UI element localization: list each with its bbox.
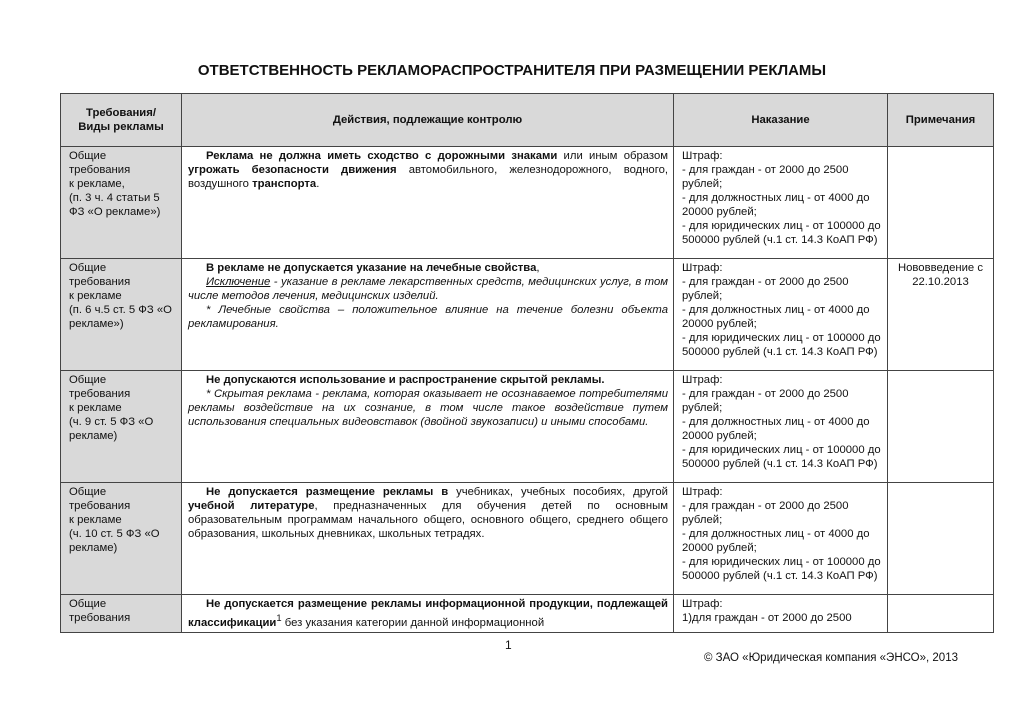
table-row: [61, 595, 994, 633]
bold-text: В рекламе не допускается указание на лечебные свойства: [206, 262, 537, 274]
action-cell: [182, 483, 674, 595]
text: без указания категории данной информационной: [281, 616, 545, 629]
copyright: © ЗАО «Юридическая компания «ЭНСО», 2013: [704, 652, 958, 664]
action-cell: [182, 147, 674, 259]
bold-text: Не допускается размещение рекламы в: [206, 486, 449, 498]
requirement-cell: Общие требования: [61, 595, 182, 633]
penalty-cell: Штраф: 1)для граждан - от 2000 до 2500: [674, 595, 888, 633]
table-row: [61, 371, 994, 483]
table-row: [61, 259, 994, 371]
text: или иным образом: [557, 150, 668, 162]
page-number: 1: [505, 638, 512, 652]
header-requirements: Требования/ Виды рекламы: [61, 94, 182, 147]
note-cell: [888, 483, 994, 595]
text: ,: [536, 262, 540, 274]
bold-text: учебной литературе: [188, 500, 315, 512]
header-actions: Действия, подлежащие контролю: [182, 94, 674, 147]
penalty-cell: Штраф: - для граждан - от 2000 до 2500 рублей; - для должностных лиц - от 4000 до 20000 рублей; - для юридических лиц - от 100000 до 500000 рублей (ч.1 ст. 14.3 КоАП РФ): [674, 371, 888, 483]
text: , предназначенных для обучения детей по основным образовательным программам начального общего, основного общего, среднего общего образования, школьных дневниках, школьных тетрадях.: [188, 500, 669, 540]
header-notes: Примечания: [888, 94, 994, 147]
requirement-cell: Общие требования к рекламе (п. 6 ч.5 ст. 5 ФЗ «О рекламе»): [61, 259, 182, 371]
bold-text: Не допускаются использование и распространение скрытой рекламы.: [206, 374, 605, 386]
text: - указание в рекламе лекарственных средств, медицинских услуг, в том числе методов лечения, медицинских изделий.: [188, 276, 668, 302]
penalty-cell: Штраф: - для граждан - от 2000 до 2500 рублей; - для должностных лиц - от 4000 до 20000 рублей; - для юридических лиц - от 100000 до 500000 рублей (ч.1 ст. 14.3 КоАП РФ): [674, 147, 888, 259]
requirement-cell: Общие требования к рекламе (ч. 10 ст. 5 ФЗ «О рекламе): [61, 483, 182, 595]
footnote-mark: 1: [276, 612, 282, 623]
penalty-cell: Штраф: - для граждан - от 2000 до 2500 рублей; - для должностных лиц - от 4000 до 20000 рублей; - для юридических лиц - от 100000 до 500000 рублей (ч.1 ст. 14.3 КоАП РФ): [674, 259, 888, 371]
note-cell: [888, 147, 994, 259]
note-cell: [888, 371, 994, 483]
definition-text: * Скрытая реклама - реклама, которая оказывает не осознаваемое потребителями рекламы воздействие на их сознание, в том числе такое воздействие путем использования специальных видеовставок (двойной звукозаписи) и иными способами.: [188, 388, 668, 428]
requirement-cell: Общие требования к рекламе (ч. 9 ст. 5 ФЗ «О рекламе): [61, 371, 182, 483]
header-penalty: Наказание: [674, 94, 888, 147]
action-cell: [182, 371, 674, 483]
penalty-cell: Штраф: - для граждан - от 2000 до 2500 рублей; - для должностных лиц - от 4000 до 20000 рублей; - для юридических лиц - от 100000 до 500000 рублей (ч.1 ст. 14.3 КоАП РФ): [674, 483, 888, 595]
text: учебниках, учебных пособиях, другой: [448, 486, 668, 498]
action-cell: [182, 595, 674, 633]
action-cell: [182, 259, 674, 371]
page-title: ОТВЕТСТВЕННОСТЬ РЕКЛАМОРАСПРОСТРАНИТЕЛЯ ПРИ РАЗМЕЩЕНИИ РЕКЛАМЫ: [197, 62, 827, 79]
footnote-text: * Лечебные свойства – положительное влияние на течение болезни объекта рекламирования.: [188, 304, 668, 330]
text: автомобильного, железнодорожного, водного, воздушного: [188, 164, 669, 190]
responsibility-table: [60, 93, 994, 633]
requirement-cell: Общие требования к рекламе, (п. 3 ч. 4 статьи 5 ФЗ «О рекламе»): [61, 147, 182, 259]
table-header: [61, 94, 994, 147]
bold-text: Не допускается размещение рекламы информационной продукции, подлежащей классификации: [188, 598, 668, 629]
bold-text: угрожать безопасности движения: [188, 164, 397, 176]
note-cell: Нововведение с 22.10.2013: [888, 259, 994, 371]
bold-text: транспорта: [252, 178, 317, 190]
note-cell: [888, 595, 994, 633]
table-row: [61, 147, 994, 259]
bold-text: Реклама не должна иметь сходство с дорожными знаками: [206, 150, 558, 162]
table-row: [61, 483, 994, 595]
exception-label: Исключение: [206, 276, 271, 288]
text: .: [316, 178, 320, 190]
